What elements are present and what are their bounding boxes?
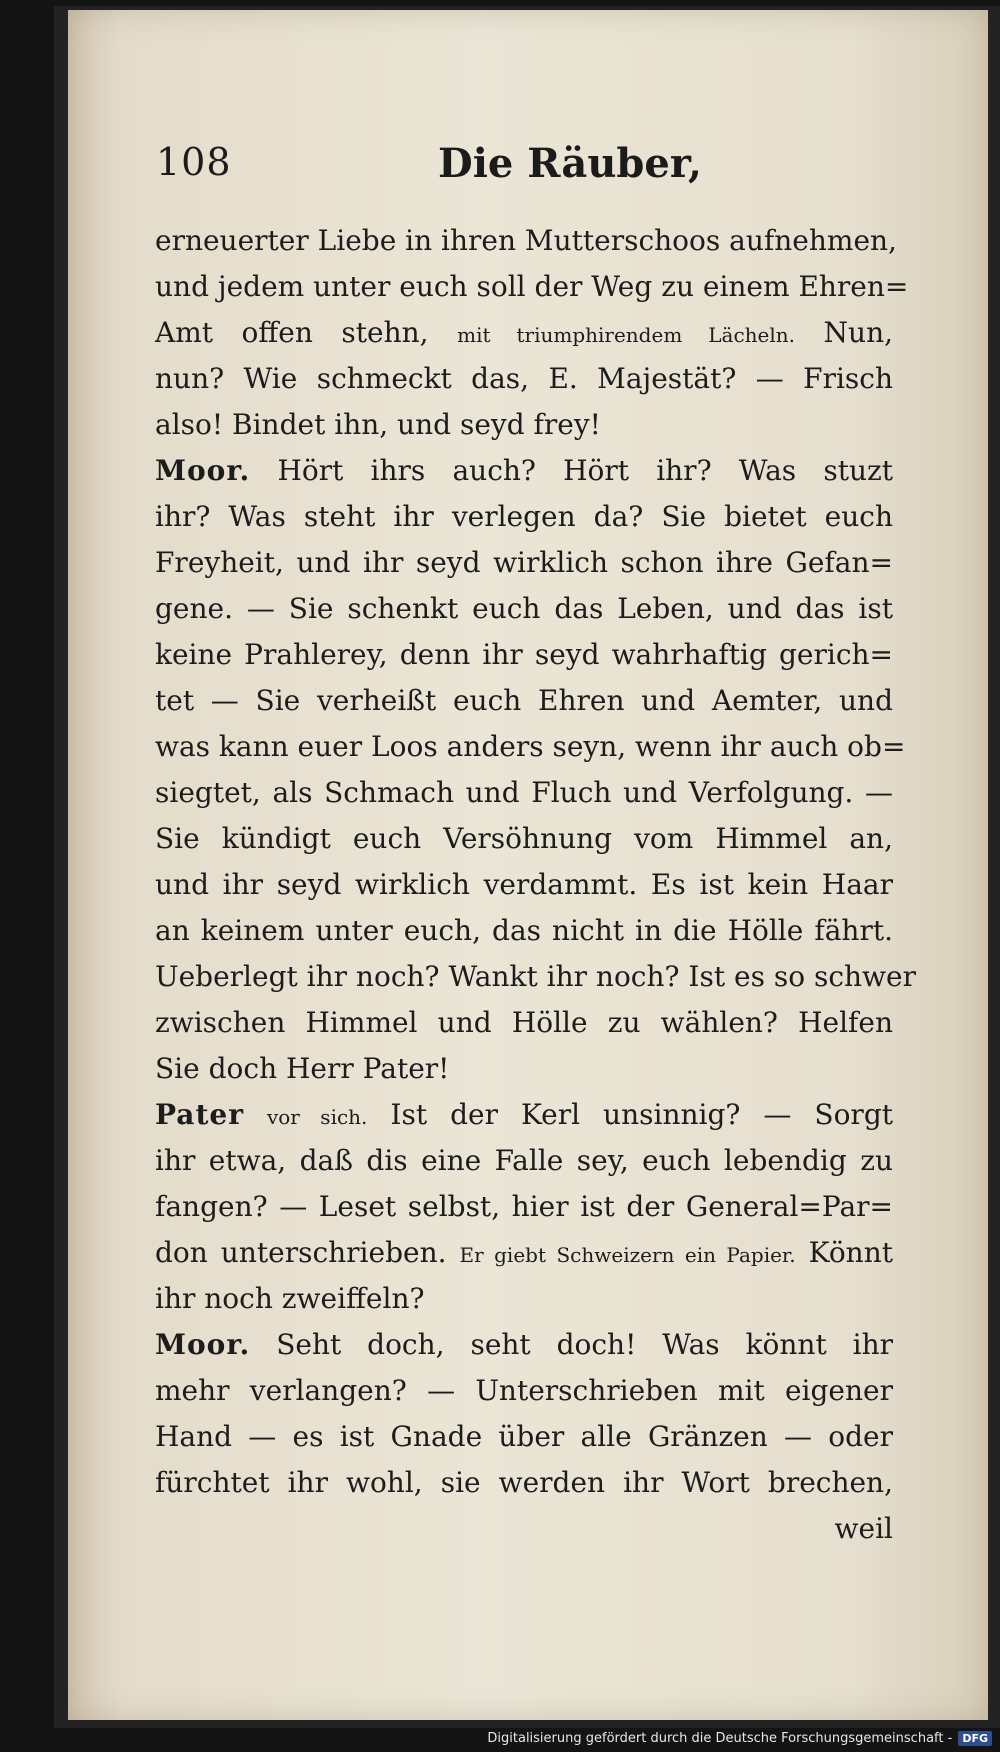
speech-text: Hört ihrs auch? Hört ihr? Was stuzt <box>277 454 894 487</box>
text-line <box>155 218 897 264</box>
line-content: mehr verlangen? — Unterschrieben mit eigener <box>155 1374 893 1407</box>
text-line <box>155 770 893 816</box>
text-line <box>155 310 893 356</box>
line-content: ihr noch zweiffeln? <box>155 1282 425 1315</box>
body-text <box>155 218 916 1552</box>
line-content: gene. — Sie schenkt euch das Leben, und das ist <box>155 592 893 625</box>
line-content: zwischen Himmel und Hölle zu wählen? Helfen <box>155 1006 893 1039</box>
speech-text-continued: Nun, <box>823 316 894 349</box>
line-content: weil <box>834 1512 893 1545</box>
page-header <box>88 140 888 190</box>
text-line <box>155 402 893 448</box>
line-content: nun? Wie schmeckt das, E. Majestät? — Frisch <box>155 362 893 395</box>
line-content: fangen? — Leset selbst, hier ist der General=Par= <box>155 1190 893 1223</box>
text-line <box>155 448 893 494</box>
speech-text: don unterschrieben. <box>155 1236 447 1269</box>
dfg-logo: DFG <box>958 1731 992 1746</box>
footer-credit <box>487 1731 992 1746</box>
text-line <box>155 632 893 678</box>
stage-direction: Er giebt Schweizern ein Papier. <box>459 1243 796 1267</box>
line-content: fürchtet ihr wohl, sie werden ihr Wort brechen, <box>155 1466 893 1499</box>
line-content: und jedem unter euch soll der Weg zu einem Ehren= <box>155 270 909 303</box>
line-content: Sie doch Herr Pater! <box>155 1052 450 1085</box>
line-content: also! Bindet ihn, und seyd frey! <box>155 408 601 441</box>
text-line <box>155 356 893 402</box>
text-line <box>155 908 893 954</box>
line-content <box>155 448 893 494</box>
text-line <box>155 1322 893 1368</box>
line-content: was kann euer Loos anders seyn, wenn ihr auch ob= <box>155 730 906 763</box>
text-line <box>155 1092 893 1138</box>
speaker-name: Moor. <box>155 1328 251 1361</box>
speech-text-continued: Könnt <box>808 1236 893 1269</box>
text-line <box>155 862 893 908</box>
line-content <box>155 310 893 356</box>
line-content: tet — Sie verheißt euch Ehren und Aemter, und <box>155 684 893 717</box>
running-head: Die Räuber, <box>438 140 702 187</box>
line-content: Sie kündigt euch Versöhnung vom Himmel an, <box>155 822 893 855</box>
text-line <box>155 1506 893 1552</box>
text-line <box>155 264 909 310</box>
speech-text: Amt offen stehn, <box>155 316 429 349</box>
line-content: Freyheit, und ihr seyd wirklich schon ihre Gefan= <box>155 546 893 579</box>
line-content: keine Prahlerey, denn ihr seyd wahrhaftig gerich= <box>155 638 893 671</box>
text-line <box>155 540 893 586</box>
line-content <box>155 1230 893 1276</box>
speech-text: Seht doch, seht doch! Was könnt ihr <box>276 1328 894 1361</box>
line-content: an keinem unter euch, das nicht in die Hölle fährt. <box>155 914 893 947</box>
text-line <box>155 816 893 862</box>
line-content <box>155 1092 893 1138</box>
line-content: Ueberlegt ihr noch? Wankt ihr noch? Ist es so schwer <box>155 960 916 993</box>
line-content: erneuerter Liebe in ihren Mutterschoos aufnehmen, <box>155 224 897 257</box>
line-content <box>155 1322 893 1368</box>
text-line <box>155 724 906 770</box>
line-content: Hand — es ist Gnade über alle Gränzen — oder <box>155 1420 893 1453</box>
speech-text: Ist der Kerl unsinnig? — Sorgt <box>390 1098 893 1131</box>
line-content: siegtet, als Schmach und Fluch und Verfolgung. — <box>155 776 893 809</box>
text-line <box>155 494 893 540</box>
stage-direction: mit triumphirendem Lächeln. <box>457 323 796 347</box>
line-content: und ihr seyd wirklich verdammt. Es ist kein Haar <box>155 868 893 901</box>
text-line <box>155 1414 893 1460</box>
text-line <box>155 1000 893 1046</box>
speaker-name: Pater <box>155 1098 244 1131</box>
text-line <box>155 1460 893 1506</box>
text-line <box>155 1230 893 1276</box>
text-line <box>155 1368 893 1414</box>
stage-direction: vor sich. <box>266 1105 368 1129</box>
text-line <box>155 586 893 632</box>
text-line <box>155 1276 893 1322</box>
page-number: 108 <box>156 140 232 184</box>
credit-text: Digitalisierung gefördert durch die Deutsche Forschungsgemeinschaft - <box>487 1731 953 1746</box>
line-content: ihr etwa, daß dis eine Falle sey, euch lebendig zu <box>155 1144 893 1177</box>
text-line <box>155 954 916 1000</box>
line-content: ihr? Was steht ihr verlegen da? Sie bietet euch <box>155 500 893 533</box>
text-line <box>155 1184 893 1230</box>
text-line <box>155 678 893 724</box>
speaker-name: Moor. <box>155 454 251 487</box>
text-line <box>155 1138 893 1184</box>
text-line <box>155 1046 893 1092</box>
